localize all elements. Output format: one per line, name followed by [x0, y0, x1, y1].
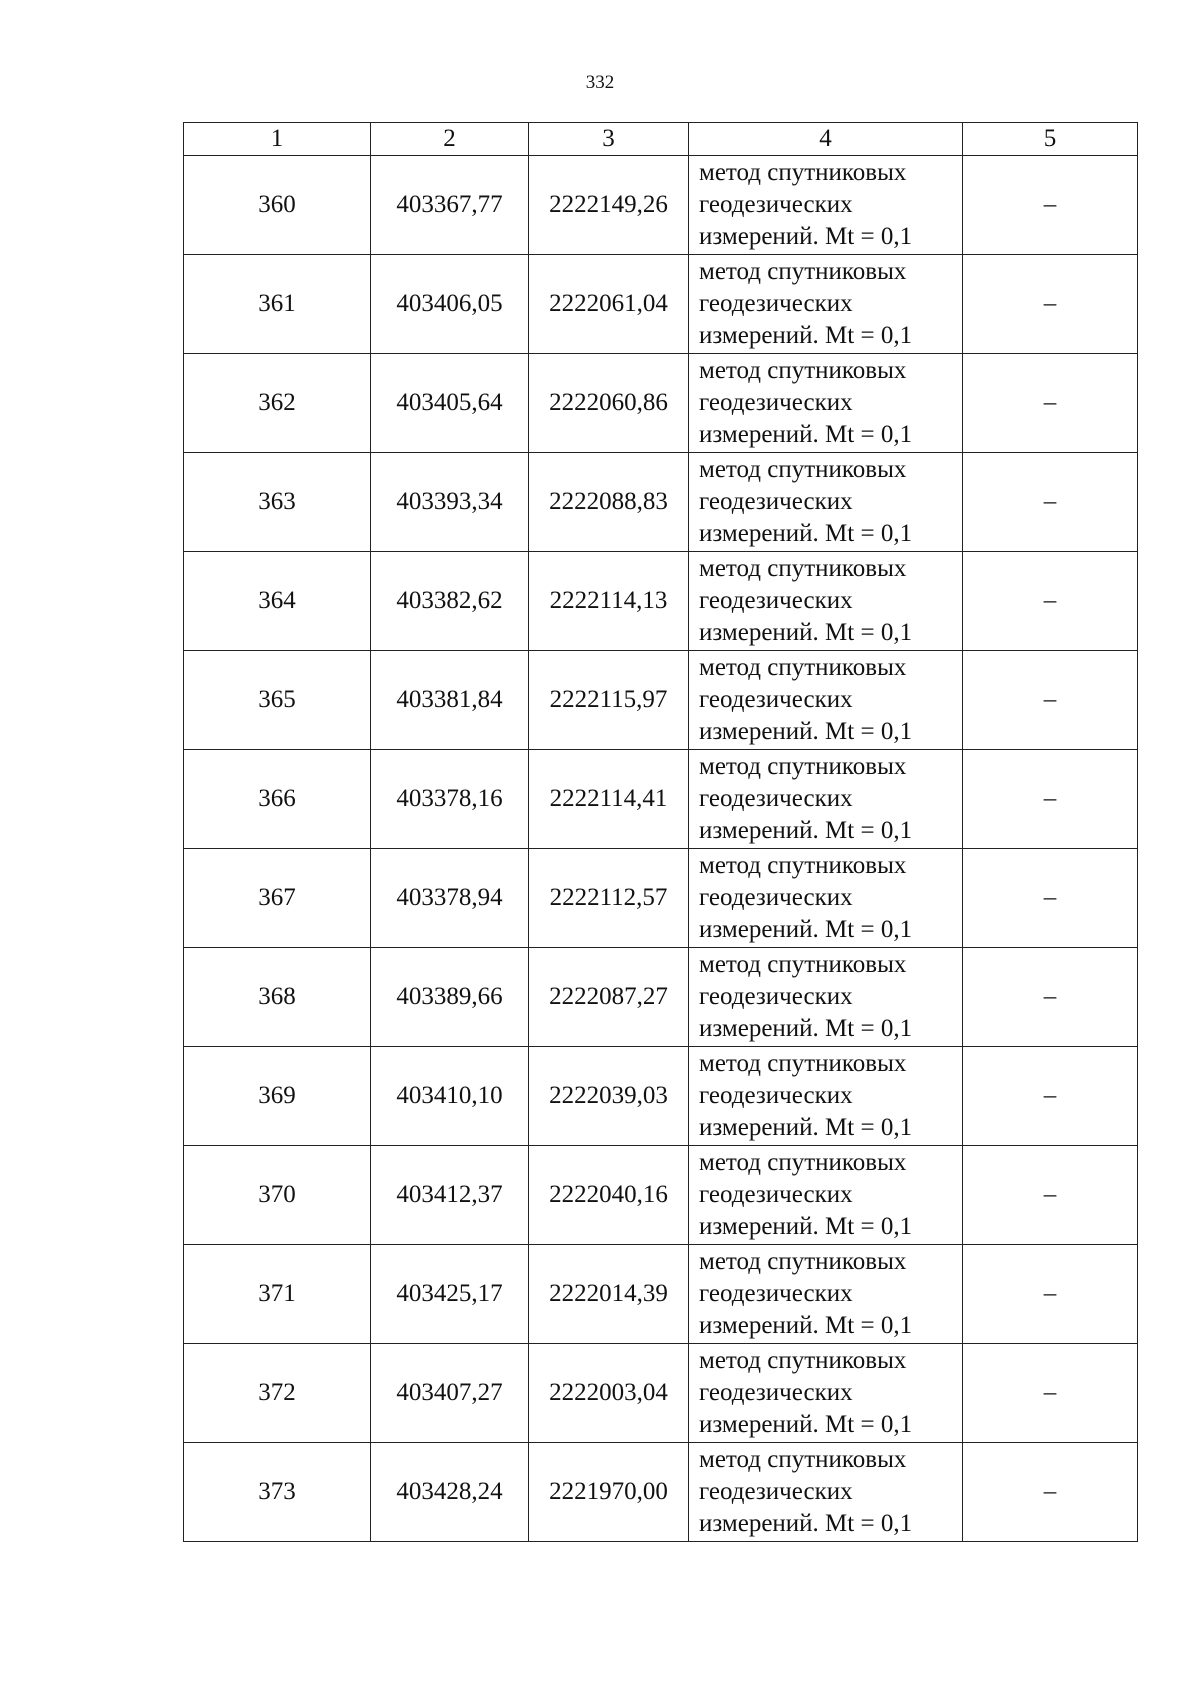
- method-cell: [689, 750, 963, 849]
- table-row: [184, 354, 1138, 453]
- table-row: [184, 1047, 1138, 1146]
- x-coordinate-cell: 403378,94: [371, 849, 529, 948]
- point-number-cell: 360: [184, 156, 371, 255]
- x-coordinate-cell: 403393,34: [371, 453, 529, 552]
- method-cell: [689, 156, 963, 255]
- x-coordinate-cell: 403381,84: [371, 651, 529, 750]
- table-row: [184, 1443, 1138, 1542]
- header-row: [184, 123, 1138, 156]
- method-line: геодезических: [699, 1478, 853, 1505]
- note-cell: –: [963, 1245, 1138, 1344]
- method-line: измерений. Mt = 0,1: [699, 1114, 913, 1141]
- method-line: измерений. Mt = 0,1: [699, 223, 913, 250]
- y-coordinate-cell: 2222087,27: [529, 948, 689, 1047]
- method-line: метод спутниковых: [699, 159, 907, 186]
- method-cell: [689, 1245, 963, 1344]
- x-coordinate-cell: 403410,10: [371, 1047, 529, 1146]
- point-number-cell: 361: [184, 255, 371, 354]
- method-cell: [689, 849, 963, 948]
- method-cell: [689, 948, 963, 1047]
- method-cell: [689, 552, 963, 651]
- method-line: измерений. Mt = 0,1: [699, 520, 913, 547]
- method-line: геодезических: [699, 488, 853, 515]
- method-line: измерений. Mt = 0,1: [699, 1213, 913, 1240]
- method-line: метод спутниковых: [699, 258, 907, 285]
- point-number-cell: 372: [184, 1344, 371, 1443]
- note-cell: –: [963, 1344, 1138, 1443]
- table-row: [184, 156, 1138, 255]
- method-line: метод спутниковых: [699, 654, 907, 681]
- point-number-cell: 363: [184, 453, 371, 552]
- x-coordinate-cell: 403412,37: [371, 1146, 529, 1245]
- y-coordinate-cell: 2222088,83: [529, 453, 689, 552]
- table-row: [184, 1344, 1138, 1443]
- page-number: 332: [585, 72, 615, 93]
- method-line: измерений. Mt = 0,1: [699, 322, 913, 349]
- table-row: [184, 1146, 1138, 1245]
- method-cell: [689, 1443, 963, 1542]
- method-line: измерений. Mt = 0,1: [699, 916, 913, 943]
- x-coordinate-cell: 403389,66: [371, 948, 529, 1047]
- method-line: метод спутниковых: [699, 1446, 907, 1473]
- method-line: измерений. Mt = 0,1: [699, 421, 913, 448]
- method-cell: [689, 453, 963, 552]
- method-line: измерений. Mt = 0,1: [699, 1411, 913, 1438]
- point-number-cell: 370: [184, 1146, 371, 1245]
- point-number-cell: 365: [184, 651, 371, 750]
- method-line: метод спутниковых: [699, 852, 907, 879]
- y-coordinate-cell: 2222112,57: [529, 849, 689, 948]
- method-cell: [689, 1146, 963, 1245]
- x-coordinate-cell: 403428,24: [371, 1443, 529, 1542]
- method-cell: [689, 651, 963, 750]
- table-body: [184, 156, 1138, 1542]
- table-row: [184, 750, 1138, 849]
- method-line: метод спутниковых: [699, 1149, 907, 1176]
- y-coordinate-cell: 2222149,26: [529, 156, 689, 255]
- y-coordinate-cell: 2221970,00: [529, 1443, 689, 1542]
- table-row: [184, 1245, 1138, 1344]
- note-cell: –: [963, 354, 1138, 453]
- note-cell: –: [963, 948, 1138, 1047]
- table-row: [184, 552, 1138, 651]
- point-number-cell: 369: [184, 1047, 371, 1146]
- method-line: геодезических: [699, 686, 853, 713]
- method-line: измерений. Mt = 0,1: [699, 817, 913, 844]
- point-number-cell: 364: [184, 552, 371, 651]
- table-row: [184, 651, 1138, 750]
- header-cell-1: 1: [184, 123, 371, 156]
- method-line: геодезических: [699, 884, 853, 911]
- note-cell: –: [963, 651, 1138, 750]
- table-row: [184, 255, 1138, 354]
- method-line: метод спутниковых: [699, 1347, 907, 1374]
- note-cell: –: [963, 1443, 1138, 1542]
- method-line: геодезических: [699, 1280, 853, 1307]
- method-line: метод спутниковых: [699, 1050, 907, 1077]
- table-row: [184, 849, 1138, 948]
- point-number-cell: 373: [184, 1443, 371, 1542]
- method-line: метод спутниковых: [699, 753, 907, 780]
- point-number-cell: 362: [184, 354, 371, 453]
- note-cell: –: [963, 255, 1138, 354]
- method-line: измерений. Mt = 0,1: [699, 718, 913, 745]
- x-coordinate-cell: 403378,16: [371, 750, 529, 849]
- method-line: метод спутниковых: [699, 555, 907, 582]
- method-cell: [689, 1047, 963, 1146]
- method-line: геодезических: [699, 290, 853, 317]
- point-number-cell: 367: [184, 849, 371, 948]
- note-cell: –: [963, 156, 1138, 255]
- note-cell: –: [963, 750, 1138, 849]
- x-coordinate-cell: 403407,27: [371, 1344, 529, 1443]
- method-line: геодезических: [699, 785, 853, 812]
- note-cell: –: [963, 1047, 1138, 1146]
- note-cell: –: [963, 1146, 1138, 1245]
- x-coordinate-cell: 403405,64: [371, 354, 529, 453]
- y-coordinate-cell: 2222014,39: [529, 1245, 689, 1344]
- method-line: измерений. Mt = 0,1: [699, 1312, 913, 1339]
- method-cell: [689, 255, 963, 354]
- method-line: метод спутниковых: [699, 456, 907, 483]
- note-cell: –: [963, 849, 1138, 948]
- method-cell: [689, 354, 963, 453]
- method-line: метод спутниковых: [699, 357, 907, 384]
- header-cell-3: 3: [529, 123, 689, 156]
- note-cell: –: [963, 453, 1138, 552]
- table-header: [184, 123, 1138, 156]
- table-row: [184, 948, 1138, 1047]
- header-cell-2: 2: [371, 123, 529, 156]
- x-coordinate-cell: 403406,05: [371, 255, 529, 354]
- header-cell-5: 5: [963, 123, 1138, 156]
- method-cell: [689, 1344, 963, 1443]
- y-coordinate-cell: 2222114,13: [529, 552, 689, 651]
- y-coordinate-cell: 2222115,97: [529, 651, 689, 750]
- note-cell: –: [963, 552, 1138, 651]
- y-coordinate-cell: 2222061,04: [529, 255, 689, 354]
- coordinates-table: [183, 122, 1138, 1542]
- method-line: геодезических: [699, 1379, 853, 1406]
- x-coordinate-cell: 403382,62: [371, 552, 529, 651]
- y-coordinate-cell: 2222039,03: [529, 1047, 689, 1146]
- y-coordinate-cell: 2222114,41: [529, 750, 689, 849]
- method-line: метод спутниковых: [699, 1248, 907, 1275]
- table-row: [184, 453, 1138, 552]
- method-line: геодезических: [699, 587, 853, 614]
- method-line: измерений. Mt = 0,1: [699, 619, 913, 646]
- y-coordinate-cell: 2222060,86: [529, 354, 689, 453]
- method-line: геодезических: [699, 1082, 853, 1109]
- y-coordinate-cell: 2222003,04: [529, 1344, 689, 1443]
- x-coordinate-cell: 403425,17: [371, 1245, 529, 1344]
- point-number-cell: 368: [184, 948, 371, 1047]
- point-number-cell: 371: [184, 1245, 371, 1344]
- method-line: геодезических: [699, 983, 853, 1010]
- method-line: измерений. Mt = 0,1: [699, 1015, 913, 1042]
- x-coordinate-cell: 403367,77: [371, 156, 529, 255]
- method-line: измерений. Mt = 0,1: [699, 1510, 913, 1537]
- header-cell-4: 4: [689, 123, 963, 156]
- method-line: геодезических: [699, 191, 853, 218]
- method-line: геодезических: [699, 1181, 853, 1208]
- method-line: метод спутниковых: [699, 951, 907, 978]
- point-number-cell: 366: [184, 750, 371, 849]
- method-line: геодезических: [699, 389, 853, 416]
- y-coordinate-cell: 2222040,16: [529, 1146, 689, 1245]
